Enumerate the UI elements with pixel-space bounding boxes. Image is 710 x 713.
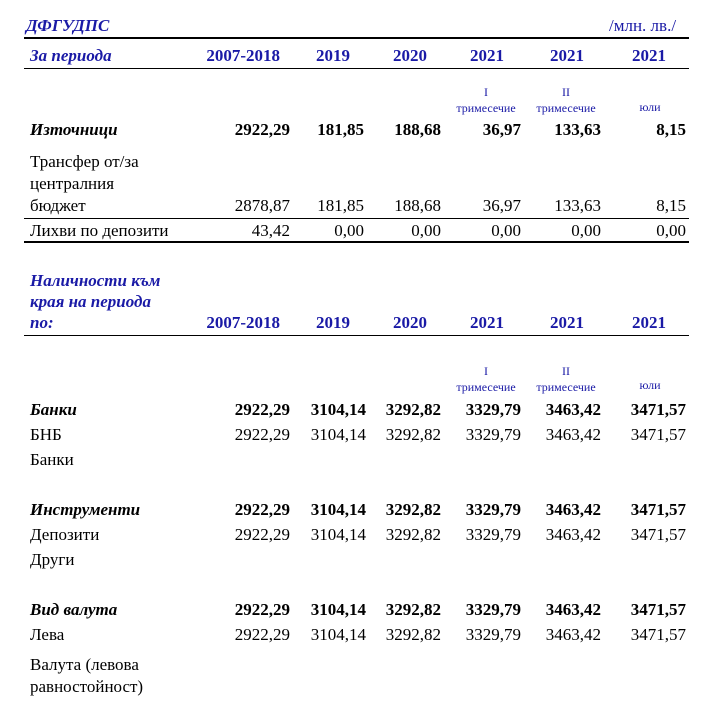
transfer-label-line-1: Трансфер от/за (30, 152, 139, 171)
leva-label: Лева (30, 625, 65, 644)
balances-header-rule (24, 335, 689, 336)
bal-subheader-q1: I тримесечие (456, 364, 516, 394)
sources-total-2: 181,85 (317, 120, 364, 139)
currency-total-1: 2922,29 (234, 600, 290, 619)
deposits-value-5: 3463,42 (545, 525, 601, 544)
transfer-value-6: 8,15 (656, 196, 686, 215)
instruments-total-6: 3471,57 (630, 500, 686, 519)
year-col-3: 2020 (393, 46, 427, 65)
bnb-label: БНБ (30, 425, 62, 444)
transfer-label-line-2: централния (30, 174, 115, 193)
currency-total-3: 3292,82 (385, 600, 441, 619)
transfer-value-5: 133,63 (554, 196, 601, 215)
period-rule (24, 68, 689, 69)
interest-value-6: 0,00 (656, 221, 686, 240)
instruments-total-3: 3292,82 (385, 500, 441, 519)
instruments-total-1: 2922,29 (234, 500, 290, 519)
interest-label: Лихви по депозити (30, 221, 169, 240)
leva-value-1: 2922,29 (234, 625, 290, 644)
instruments-total-2: 3104,14 (310, 500, 366, 519)
transfer-value-3: 188,68 (394, 196, 441, 215)
bnb-value-4: 3329,79 (465, 425, 521, 444)
balances-title-line-3: по: (30, 313, 54, 332)
banks-sub-label: Банки (30, 450, 74, 469)
sources-title: Източници (30, 120, 118, 139)
bnb-value-6: 3471,57 (630, 425, 686, 444)
banks-total-1: 2922,29 (234, 400, 290, 419)
group-banks-title: Банки (30, 400, 77, 419)
group-instruments-title: Инструменти (30, 500, 141, 519)
instruments-total-5: 3463,42 (545, 500, 601, 519)
transfer-rule (24, 218, 689, 219)
header-rule (24, 37, 689, 39)
year-col-4: 2021 (470, 46, 504, 65)
instruments-total-4: 3329,79 (465, 500, 521, 519)
bal-year-col-1: 2007-2018 (206, 313, 280, 332)
year-col-2: 2019 (316, 46, 350, 65)
period-label: За периода (30, 46, 112, 65)
subheader-q2: II тримесечие (536, 85, 596, 115)
currency-total-5: 3463,42 (545, 600, 601, 619)
others-label: Други (30, 550, 75, 569)
banks-total-2: 3104,14 (310, 400, 366, 419)
interest-value-4: 0,00 (491, 221, 521, 240)
banks-total-5: 3463,42 (545, 400, 601, 419)
deposits-value-3: 3292,82 (385, 525, 441, 544)
leva-value-5: 3463,42 (545, 625, 601, 644)
deposits-value-2: 3104,14 (310, 525, 366, 544)
bal-year-col-5: 2021 (550, 313, 584, 332)
balances-title-line-2: края на периода (30, 292, 151, 311)
bal-year-col-2: 2019 (316, 313, 350, 332)
leva-value-3: 3292,82 (385, 625, 441, 644)
subheader-july: юли (639, 100, 661, 114)
sources-bottom-rule (24, 241, 689, 243)
bnb-value-1: 2922,29 (234, 425, 290, 444)
bal-year-col-6: 2021 (632, 313, 666, 332)
transfer-value-1: 2878,87 (234, 196, 290, 215)
table-title: ДФГУДПС (26, 16, 110, 35)
sources-total-6: 8,15 (656, 120, 686, 139)
interest-value-3: 0,00 (411, 221, 441, 240)
bnb-value-2: 3104,14 (310, 425, 366, 444)
year-col-6: 2021 (632, 46, 666, 65)
leva-value-4: 3329,79 (465, 625, 521, 644)
banks-total-6: 3471,57 (630, 400, 686, 419)
currency-total-6: 3471,57 (630, 600, 686, 619)
interest-value-2: 0,00 (334, 221, 364, 240)
deposits-value-6: 3471,57 (630, 525, 686, 544)
sources-total-4: 36,97 (482, 120, 521, 139)
subheader-q1: I тримесечие (456, 85, 516, 115)
balances-title-line-1: Наличности към (30, 271, 161, 290)
deposits-value-1: 2922,29 (234, 525, 290, 544)
bal-subheader-july: юли (639, 378, 661, 392)
bnb-value-3: 3292,82 (385, 425, 441, 444)
deposits-value-4: 3329,79 (465, 525, 521, 544)
banks-total-3: 3292,82 (385, 400, 441, 419)
year-col-5: 2021 (550, 46, 584, 65)
interest-value-1: 43,42 (251, 221, 290, 240)
sources-total-3: 188,68 (394, 120, 441, 139)
bnb-value-5: 3463,42 (545, 425, 601, 444)
foreign-currency-label-line-2: равностойност) (30, 677, 144, 696)
transfer-value-4: 36,97 (482, 196, 521, 215)
foreign-currency-label-line-1: Валута (левова (30, 655, 139, 674)
bal-year-col-3: 2020 (393, 313, 427, 332)
bal-year-col-4: 2021 (470, 313, 504, 332)
year-col-1: 2007-2018 (206, 46, 280, 65)
leva-value-2: 3104,14 (310, 625, 366, 644)
unit-label: /млн. лв./ (609, 16, 677, 35)
sources-total-5: 133,63 (554, 120, 601, 139)
currency-total-2: 3104,14 (310, 600, 366, 619)
leva-value-6: 3471,57 (630, 625, 686, 644)
transfer-label-line-3: бюджет (30, 196, 86, 215)
interest-value-5: 0,00 (571, 221, 601, 240)
bal-subheader-q2: II тримесечие (536, 364, 596, 394)
sources-total-1: 2922,29 (234, 120, 290, 139)
deposits-label: Депозити (30, 525, 100, 544)
banks-total-4: 3329,79 (465, 400, 521, 419)
transfer-value-2: 181,85 (317, 196, 364, 215)
currency-total-4: 3329,79 (465, 600, 521, 619)
group-currency-title: Вид валута (30, 600, 118, 619)
